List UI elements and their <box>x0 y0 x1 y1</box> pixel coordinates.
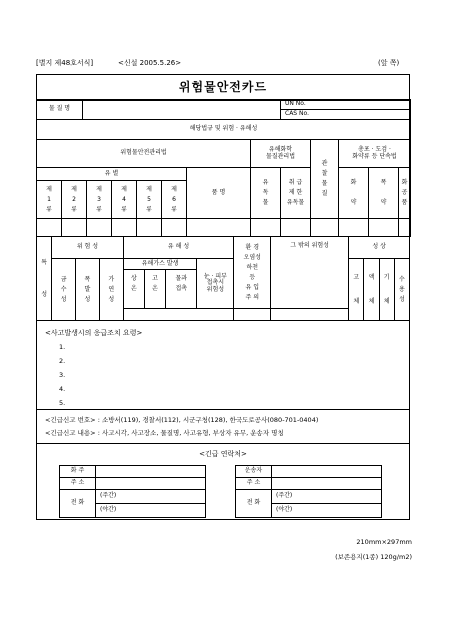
restricted-substance-header: 취 급 제 한 유독물 <box>281 168 311 219</box>
class-6-cell[interactable] <box>162 219 187 237</box>
law-table <box>36 139 411 237</box>
owner-address-field[interactable] <box>96 478 206 490</box>
state-header: 성 상 <box>349 237 410 259</box>
transporter-label: 운송자 <box>236 466 272 478</box>
eye-skin-header: 눈 · 피부 접촉시 위험성 <box>197 259 234 309</box>
explosive-header: 폭 약 <box>369 168 399 219</box>
divider <box>37 409 409 410</box>
emergency-item-1[interactable]: 1. <box>59 343 66 351</box>
explosives-law-header: 총포 · 도검 · 화약류 등 단속법 <box>339 140 411 168</box>
divider <box>37 443 409 444</box>
toxic-substance-header: 유 독 물 <box>251 168 281 219</box>
revision-note: <신설 2005.5.26> <box>118 59 182 67</box>
form-number: [별지 제48호서식] <box>36 59 94 67</box>
emergency-title: <사고발생시의 응급조치 요령> <box>45 329 143 337</box>
paper-size: 210mm×297mm <box>356 538 412 546</box>
material-name-label: 물 질 명 <box>37 100 83 120</box>
contacts-title: <긴급 연락처> <box>199 450 247 458</box>
toxicity-values-cell[interactable] <box>123 309 234 321</box>
transporter-day-phone[interactable]: (주간) <box>272 490 382 504</box>
class-2-cell[interactable] <box>62 219 87 237</box>
toxic-gas-header: 유해가스 발생 상 온 고 온 물과 접촉 <box>123 259 197 309</box>
water-contact-header: 물과 접촉 <box>175 275 188 292</box>
class-3-header: 제 3 류 <box>87 181 112 219</box>
explosiveness-header: 폭 발 성 <box>76 259 100 321</box>
emergency-item-2[interactable]: 2. <box>59 357 66 365</box>
class-1-cell[interactable] <box>37 219 62 237</box>
laws-header: 해당법규 및 위험 · 유해성 <box>37 120 411 140</box>
transporter-phone-label: 전 화 <box>236 490 272 518</box>
liquid-header: 액 체 <box>364 259 379 321</box>
restricted-cell[interactable] <box>281 219 311 237</box>
feature-header: 특 성 <box>37 237 52 321</box>
class-3-cell[interactable] <box>87 219 112 237</box>
emergency-item-3[interactable]: 3. <box>59 371 66 379</box>
toxicity-header: 유 해 성 <box>123 237 234 259</box>
class-6-header: 제 6 류 <box>162 181 187 219</box>
report-numbers: <긴급신고 번호> : 소방서(119), 경찰서(112), 시군구청(128), 한국도로공사(080-701-0404) <box>45 416 319 424</box>
material-name-field[interactable] <box>83 100 281 120</box>
fireworks-header: 화 공 품 <box>399 168 411 219</box>
page-side: (앞 쪽) <box>378 59 400 67</box>
gas-header: 기 체 <box>379 259 394 321</box>
properties-table <box>36 236 410 321</box>
owner-label: 화 주 <box>60 466 96 478</box>
cas-number-field[interactable]: CAS No. <box>281 110 411 120</box>
report-contents: <긴급신고 내용> : 사고시각, 사고장소, 물질명, 사고유형, 부상자 유무, 운송자 명칭 <box>45 429 284 437</box>
other-hazard-header: 그 밖의 위험성 <box>271 237 349 309</box>
flammability-header: 가 연 성 <box>99 259 123 321</box>
normal-temp-header: 상 온 <box>124 270 145 308</box>
soluble-header: 수 용 성 <box>394 259 409 321</box>
observation-header: 관 찰 물 질 <box>311 140 339 219</box>
class-5-header: 제 5 류 <box>137 181 162 219</box>
class-4-header: 제 4 류 <box>112 181 137 219</box>
transporter-address-field[interactable] <box>272 478 382 490</box>
owner-field[interactable] <box>96 466 206 478</box>
water-reactive-header: 금 수 성 <box>52 259 76 321</box>
transporter-address-label: 주 소 <box>236 478 272 490</box>
card-frame <box>36 74 410 520</box>
other-hazard-cell[interactable] <box>271 309 349 321</box>
toxic-law-header: 유해화학 물질관리법 <box>251 140 311 168</box>
gunpowder-header: 화 약 <box>339 168 369 219</box>
emergency-item-5[interactable]: 5. <box>59 399 66 407</box>
card-title: 위험물안전카드 <box>37 75 409 101</box>
gunpowder-cell[interactable] <box>339 219 369 237</box>
environment-header: 환 경 오염성 하천 등 유 입 주 의 <box>234 237 271 309</box>
fireworks-cell[interactable] <box>399 219 411 237</box>
toxic-cell[interactable] <box>251 219 281 237</box>
class-1-header: 제 1 류 <box>37 181 62 219</box>
hazard-header: 위 험 성 <box>52 237 124 259</box>
owner-night-phone[interactable]: (야간) <box>96 504 206 518</box>
owner-phone-label: 전 화 <box>60 490 96 518</box>
emergency-item-4[interactable]: 4. <box>59 385 66 393</box>
transporter-night-phone[interactable]: (야간) <box>272 504 382 518</box>
class-2-header: 제 2 류 <box>62 181 87 219</box>
high-temp-header: 고 온 <box>145 270 166 308</box>
kind-header: 품 명 <box>187 168 251 219</box>
solid-header: 고 체 <box>349 259 364 321</box>
observation-cell[interactable] <box>311 219 339 237</box>
un-number-field[interactable]: UN No. <box>281 100 411 110</box>
class-4-cell[interactable] <box>112 219 137 237</box>
kind-cell[interactable] <box>187 219 251 237</box>
paper-type: (보존용지(1종) 120g/m2) <box>335 553 412 561</box>
environment-cell[interactable] <box>234 309 271 321</box>
owner-day-phone[interactable]: (주간) <box>96 490 206 504</box>
explosive-cell[interactable] <box>369 219 399 237</box>
contacts-table <box>59 465 382 518</box>
transporter-field[interactable] <box>272 466 382 478</box>
hazmat-law-header: 위험물안전관리법 <box>37 140 251 168</box>
owner-address-label: 주 소 <box>60 478 96 490</box>
material-table <box>36 99 411 140</box>
class-header: 유 별 <box>37 168 187 181</box>
class-5-cell[interactable] <box>137 219 162 237</box>
